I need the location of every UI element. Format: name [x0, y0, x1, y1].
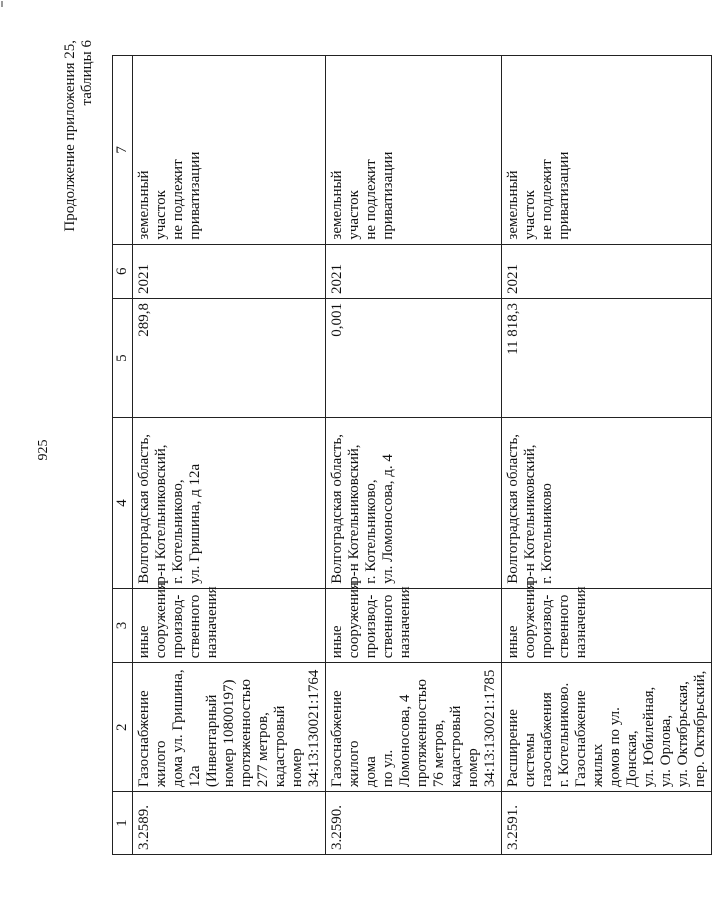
object-year: 2021: [502, 244, 712, 298]
object-type: иные сооружения производ- ственного назначения: [133, 588, 326, 663]
object-year: 2021: [326, 244, 502, 298]
object-note: земельный участок не подлежит приватизации: [133, 56, 326, 245]
object-type: иные сооружения производ- ственного назначения: [502, 588, 712, 663]
object-type: иные сооружения производ- ственного назначения: [326, 588, 502, 663]
col-header-2: 2: [113, 663, 133, 792]
col-header-3: 3: [113, 588, 133, 663]
object-year: 2021: [133, 244, 326, 298]
table-caption: [62, 40, 96, 315]
table-row: [133, 56, 326, 855]
col-header-4: 4: [113, 418, 133, 588]
object-note: земельный участок не подлежит приватизации: [326, 56, 502, 245]
row-number: 3.2590.: [326, 792, 502, 855]
table-row: [326, 56, 502, 855]
object-address: Волгоградская область, р-н Котельниковский, г. Котельниково, ул. Ломоносова, д. 4: [326, 418, 502, 588]
object-value: 0,001: [326, 298, 502, 417]
object-name: Расширение системы газоснабжения г. Котельниково. Газоснабжение жилых домов по ул. Донская, ул. Юбилейная, ул. Орлова, ул. Октябрьская, пер. Октябрьский,: [502, 663, 712, 792]
object-address: Волгоградская область, р-н Котельниковский, г. Котельниково: [502, 418, 712, 588]
object-value: 11 818,3: [502, 298, 712, 417]
page-number: 925: [36, 439, 51, 461]
column-number-row: [113, 56, 133, 855]
object-name: Газоснабжение жилого дома по ул. Ломоносова, 4 протяженностью 76 метров, кадастровый номер 34:13:130021:1785: [326, 663, 502, 792]
col-header-5: 5: [113, 298, 133, 417]
col-header-7: 7: [113, 56, 133, 245]
table-row: [502, 56, 712, 855]
property-table: [112, 55, 712, 855]
object-value: 289,8: [133, 298, 326, 417]
col-header-6: 6: [113, 244, 133, 298]
caption-line-2: таблицы 6: [79, 40, 95, 106]
object-name: Газоснабжение жилого дома ул. Гришина, 12а (Инвентарный номер 10800197) протяженностью 277 метров, кадастровый номер 34:13:130021:1764: [133, 663, 326, 792]
object-note: земельный участок не подлежит приватизации: [502, 56, 712, 245]
caption-line-1: Продолжение приложения 25,: [62, 40, 78, 232]
object-address: Волгоградская область, р-н Котельниковский, г. Котельниково, ул. Гришина, д 12а: [133, 418, 326, 588]
row-number: 3.2591.: [502, 792, 712, 855]
col-header-1: 1: [113, 792, 133, 855]
row-number: 3.2589.: [133, 792, 326, 855]
